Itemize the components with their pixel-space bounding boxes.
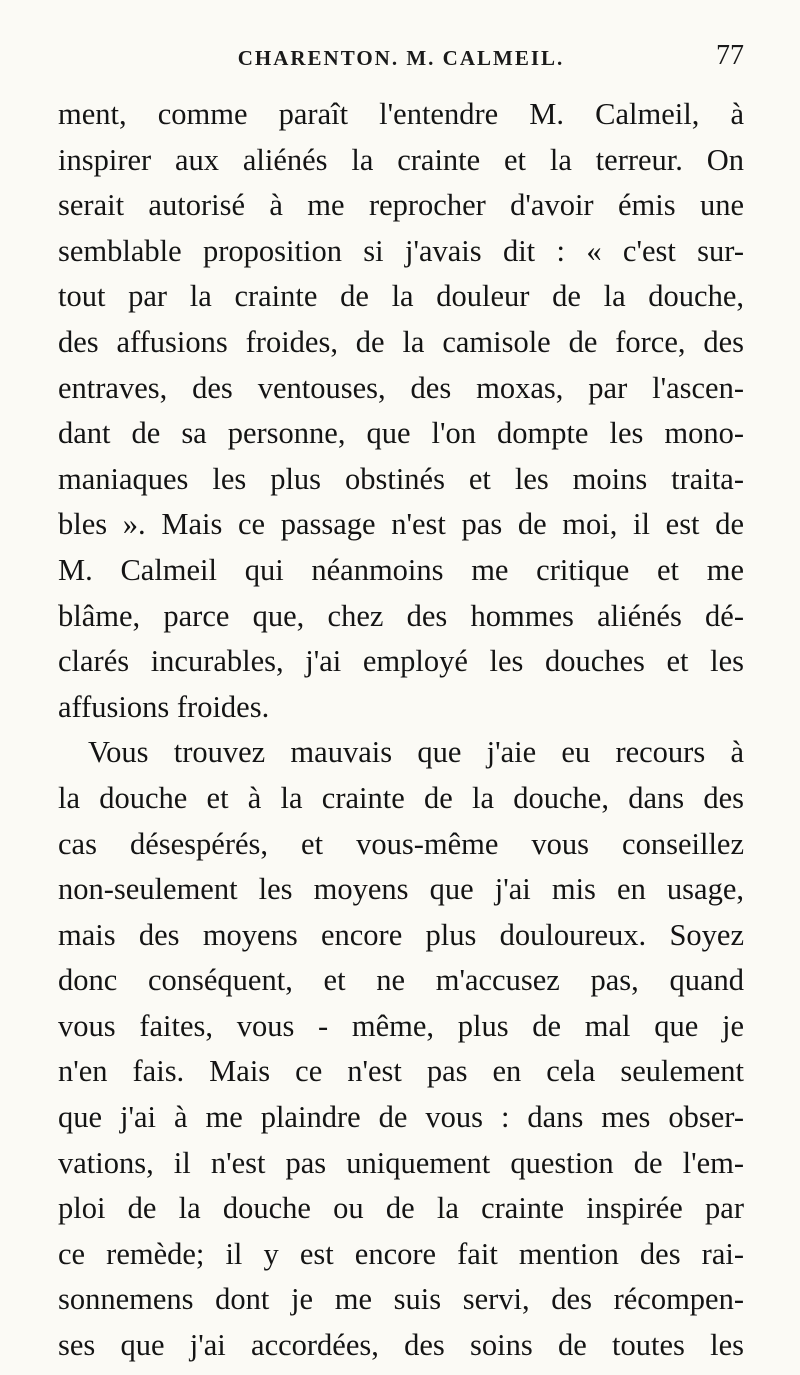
page-number: 77 — [716, 40, 744, 71]
text-line: blâme, parce que, chez des hommes aliénés dé- — [58, 598, 744, 633]
text-line-paragraph-end: affusions froides. — [58, 689, 270, 724]
text-line: vations, il n'est pas uniquement question de l'em- — [58, 1145, 744, 1180]
text-line: des affusions froides, de la camisole de force, des — [58, 324, 744, 359]
text-line: inspirer aux aliénés la crainte et la terreur. On — [58, 142, 744, 177]
text-line: M. Calmeil qui néanmoins me critique et me — [58, 552, 744, 587]
text-line: ploi de la douche ou de la crainte inspirée par — [58, 1191, 744, 1226]
text-line: serait autorisé à me reprocher d'avoir émis une — [58, 188, 744, 223]
text-line: maniaques les plus obstinés et les moins traita- — [58, 461, 744, 496]
text-line: clarés incurables, j'ai employé les douches et les — [58, 644, 744, 679]
text-line: n'en fais. Mais ce n'est pas en cela seulement — [58, 1054, 744, 1089]
running-title: CHARENTON. M. CALMEIL. — [237, 46, 565, 70]
text-line: ment, comme paraît l'entendre M. Calmeil, à — [58, 97, 744, 131]
text-line: semblable proposition si j'avais dit : « c'est sur- — [58, 233, 744, 268]
text-line: donc conséquent, et ne m'accusez pas, quand — [58, 963, 744, 998]
text-line-paragraph-start: Vous trouvez mauvais que j'aie eu recours à — [88, 735, 744, 770]
text-line: bles ». Mais ce passage n'est pas de moi, il est de — [58, 507, 744, 542]
text-line: vous faites, vous - même, plus de mal que je — [58, 1008, 744, 1043]
text-line: la douche et à la crainte de la douche, dans des — [58, 780, 744, 815]
text-line: ses que j'ai accordées, des soins de toutes les — [58, 1328, 744, 1363]
text-line: ce remède; il y est encore fait mention des rai- — [58, 1236, 744, 1271]
text-line: tout par la crainte de la douleur de la douche, — [58, 279, 744, 314]
text-line: non-seulement les moyens que j'ai mis en usage, — [58, 872, 744, 907]
text-line: que j'ai à me plaindre de vous : dans mes obser- — [58, 1100, 744, 1135]
text-line: entraves, des ventouses, des moxas, par l'ascen- — [58, 370, 744, 405]
text-line: cas désespérés, et vous-même vous conseillez — [58, 826, 744, 861]
text-line: sonnemens dont je me suis servi, des récompen- — [58, 1282, 744, 1317]
body-text — [58, 92, 744, 1369]
running-head — [58, 40, 744, 84]
text-line: dant de sa personne, que l'on dompte les mono- — [58, 416, 744, 451]
text-line: mais des moyens encore plus douloureux. Soyez — [58, 917, 744, 952]
